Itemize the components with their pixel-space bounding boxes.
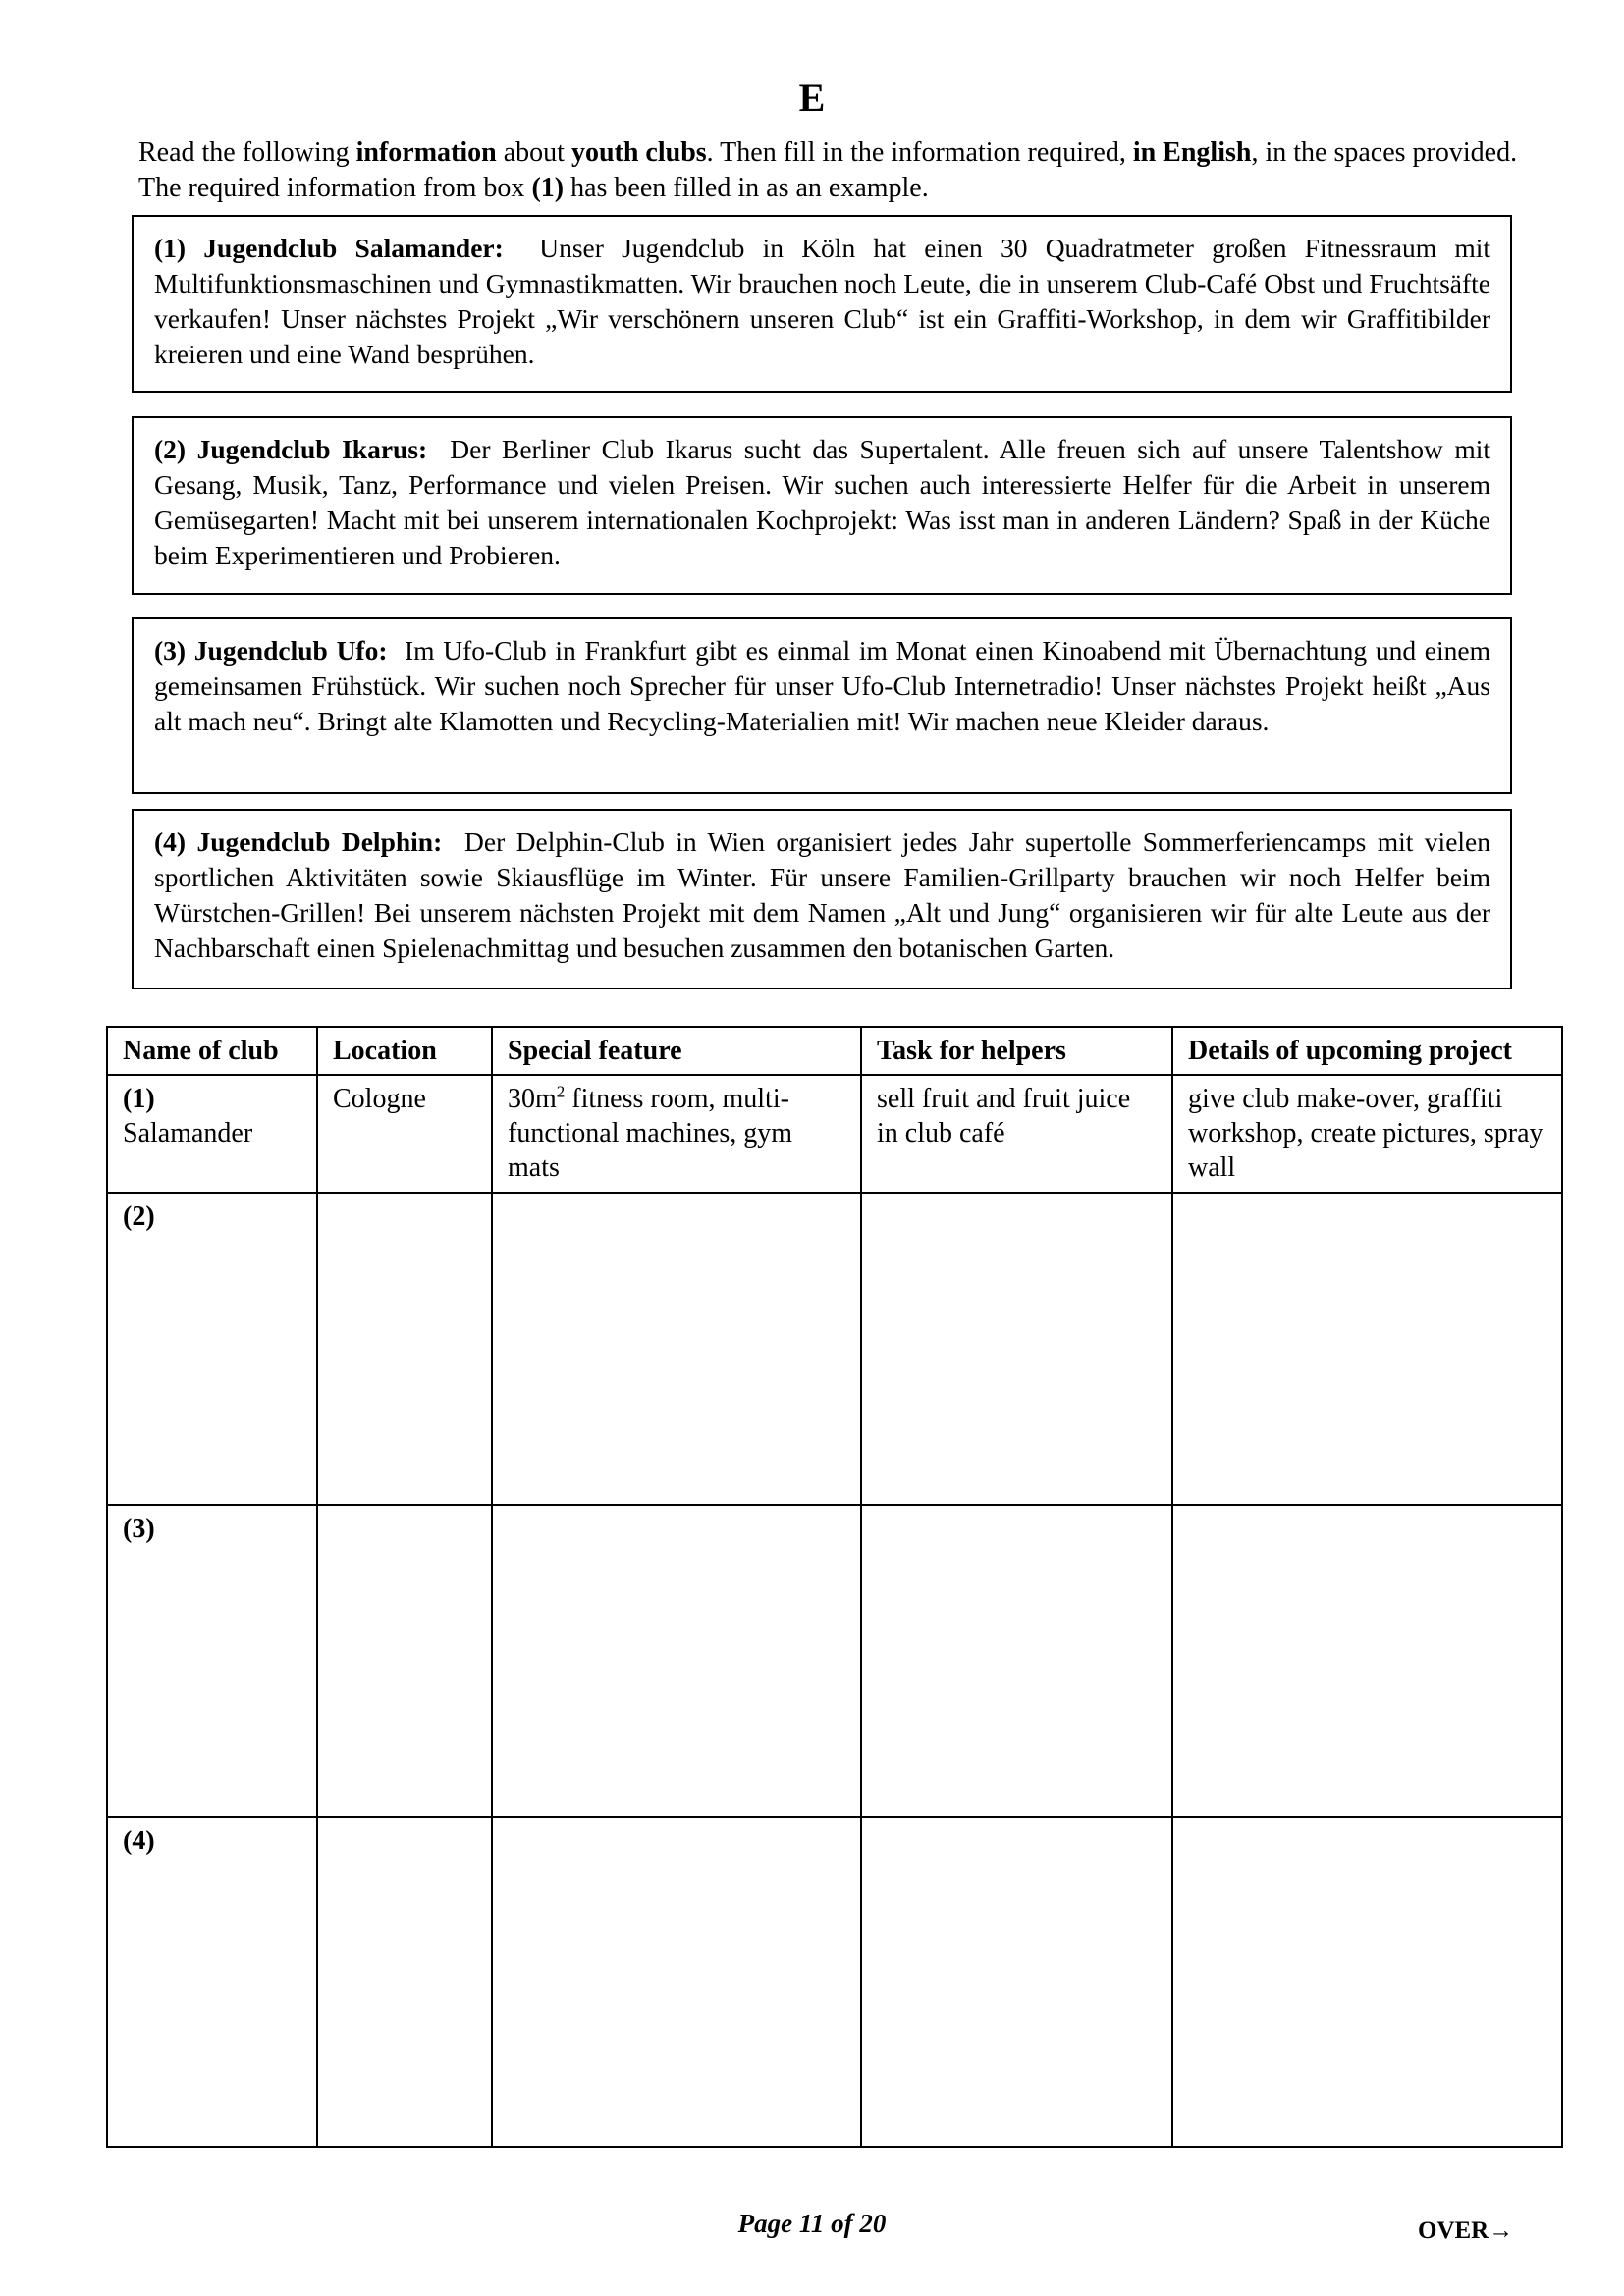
box-text: Der Delphin-Club in Wien organisiert jedes Jahr supertolle Sommerferiencamps mit vielen sportlichen Aktivitäten sowie Skiausflüge im Winter. Für unsere Familien-Grillparty brauchen wir noch Helfer beim Würstchen-Grillen! Bei unserem nächsten Projekt mit dem Namen „Alt und Jung“ organisieren wir für alte Leute aus der Nachbarschaft einen Spielenachmittag und besuchen zusammen den botanischen Garten. — [154, 827, 1490, 963]
answer-cell-task[interactable] — [861, 1505, 1172, 1817]
cell-club-name: (2) — [107, 1193, 317, 1505]
answer-cell-location[interactable] — [317, 1193, 492, 1505]
row-number: (1) — [123, 1084, 155, 1114]
box-text: Unser Jugendclub in Köln hat einen 30 Quadratmeter großen Fitnessraum mit Multifunktionsmaschinen und Gymnastikmatten. Wir brauchen noch Leute, die in unserem Club-Café Obst und Fruchtsäfte verkaufen! Unser nächstes Projekt „Wir verschönern unseren Club“ ist ein Graffiti-Workshop, in dem wir Graffitibilder kreieren und eine Wand besprühen. — [154, 233, 1490, 369]
instructions: Read the following information about youth clubs. Then fill in the information required, in English, in the spaces provided. The required information from box (1) has been filled in as an example. — [138, 137, 1518, 203]
answer-cell-task[interactable] — [861, 1193, 1172, 1505]
cell-project: give club make-over, graffiti workshop, create pictures, spray wall — [1172, 1075, 1562, 1193]
club-name: Salamander — [123, 1118, 253, 1148]
answer-cell-special-feature[interactable] — [492, 1193, 861, 1505]
box-title: (3) Jugendclub Ufo: — [154, 635, 388, 666]
table-header-row — [107, 1027, 1562, 1075]
cell-club-name: (3) — [107, 1505, 317, 1817]
section-letter: E — [798, 76, 826, 120]
info-box-delphin — [132, 809, 1512, 989]
header-special-feature: Special feature — [492, 1027, 861, 1075]
header-location: Location — [317, 1027, 492, 1075]
answer-cell-project[interactable] — [1172, 1505, 1562, 1817]
box-title: (1) Jugendclub Salamander: — [154, 233, 504, 263]
answer-cell-location[interactable] — [317, 1505, 492, 1817]
cell-club-name — [107, 1075, 317, 1193]
answer-cell-project[interactable] — [1172, 1193, 1562, 1505]
header-name-of-club: Name of club — [107, 1027, 317, 1075]
answer-table — [106, 1026, 1563, 2148]
box-text: Der Berliner Club Ikarus sucht das Supertalent. Alle freuen sich auf unsere Talentshow mit Gesang, Musik, Tanz, Performance und vielen Preisen. Wir suchen auch interessierte Helfer für die Arbeit in unserem Gemüsegarten! Macht mit bei unserem internationalen Kochprojekt: Was isst man in anderen Ländern? Spaß in der Küche beim Experimentieren und Probieren. — [154, 434, 1491, 570]
table-row — [107, 1817, 1562, 2147]
header-upcoming-project: Details of upcoming project — [1172, 1027, 1562, 1075]
answer-cell-project[interactable] — [1172, 1817, 1562, 2147]
answer-cell-special-feature[interactable] — [492, 1817, 861, 2147]
info-box-ikarus — [132, 416, 1512, 595]
table-row-example — [107, 1075, 1562, 1193]
answer-cell-location[interactable] — [317, 1817, 492, 2147]
table-row — [107, 1505, 1562, 1817]
answer-cell-task[interactable] — [861, 1817, 1172, 2147]
table-row — [107, 1193, 1562, 1505]
cell-club-name: (4) — [107, 1817, 317, 2147]
cell-location: Cologne — [317, 1075, 492, 1193]
page-number: Page 11 of 20 — [737, 2209, 887, 2238]
info-box-salamander — [132, 215, 1512, 393]
answer-cell-special-feature[interactable] — [492, 1505, 861, 1817]
box-title: (4) Jugendclub Delphin: — [154, 827, 443, 857]
info-box-ufo — [132, 617, 1512, 794]
cell-special-feature: $30m^2$ fitness room, multi-functional machines, gym mats — [492, 1075, 861, 1193]
cell-task: sell fruit and fruit juice in club café — [861, 1075, 1172, 1193]
header-task-for-helpers: Task for helpers — [861, 1027, 1172, 1075]
over-indicator: OVER→ — [1418, 2217, 1514, 2244]
box-title: (2) Jugendclub Ikarus: — [154, 434, 428, 464]
box-text: Im Ufo-Club in Frankfurt gibt es einmal im Monat einen Kinoabend mit Übernachtung und einem gemeinsamen Frühstück. Wir suchen noch Sprecher für unser Ufo-Club Internetradio! Unser nächstes Projekt heißt „Aus alt mach neu“. Bringt alte Klamotten und Recycling-Materialien mit! Wir machen neue Kleider daraus. — [154, 635, 1491, 736]
